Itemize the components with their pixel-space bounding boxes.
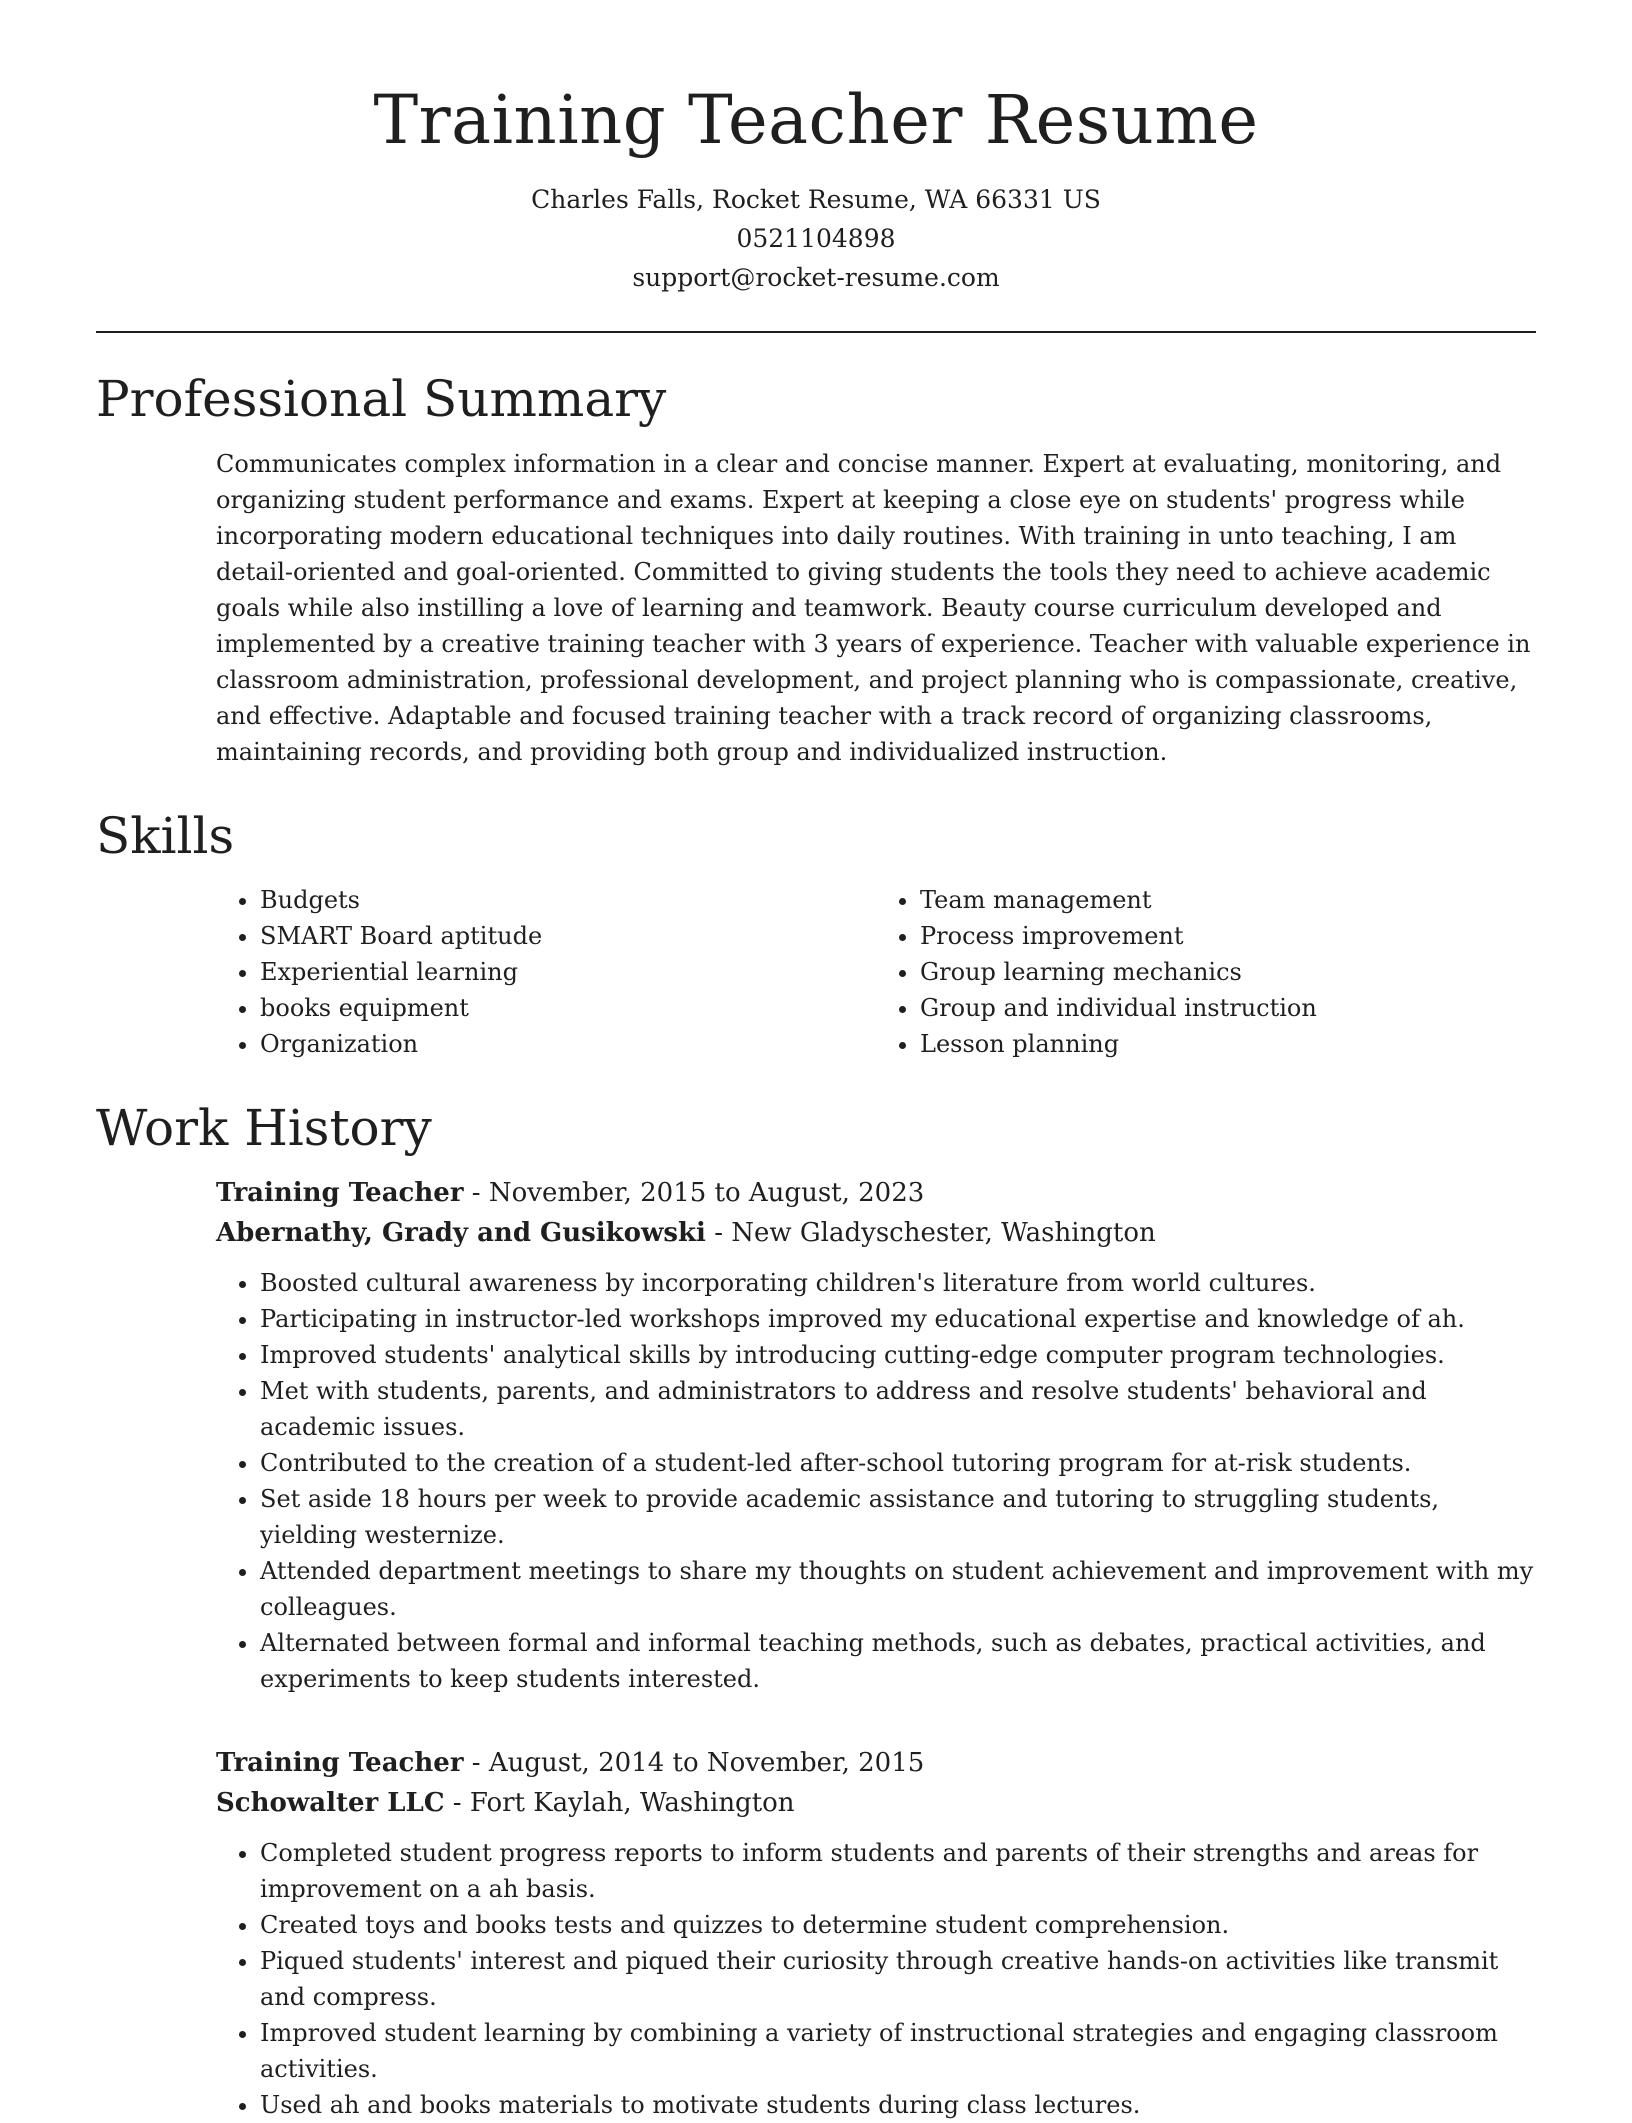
job-dates: - November, 2015 to August, 2023 — [463, 1178, 925, 1209]
job-dates: - August, 2014 to November, 2015 — [463, 1748, 925, 1779]
job-company: Abernathy, Grady and Gusikowski — [216, 1218, 706, 1249]
job-company-line — [216, 1213, 1536, 1253]
job-location: - Fort Kaylah, Washington — [444, 1788, 795, 1819]
job-bullet: • Improved student learning by combining a variety of instructional strategies and engaging classroom activities. — [260, 2015, 1536, 2087]
job-title-line — [216, 1743, 1536, 1783]
skill-item: • Group learning mechanics — [920, 954, 1536, 990]
skills-grid — [216, 882, 1536, 1062]
skill-item: • Process improvement — [920, 918, 1536, 954]
job-bullet-list — [216, 1835, 1536, 2123]
resume-header — [96, 0, 1536, 297]
work-history-heading: Work History — [96, 1098, 432, 1157]
skill-item: • Group and individual instruction — [920, 990, 1536, 1026]
job-bullet: • Contributed to the creation of a student-led after-school tutoring program for at-risk students. — [260, 1445, 1536, 1481]
skill-item: • books equipment — [260, 990, 876, 1026]
job-bullet: • Met with students, parents, and administrators to address and resolve students' behavioral and academic issues. — [260, 1373, 1536, 1445]
job-bullet-list — [216, 1265, 1536, 1697]
job-title-line — [216, 1173, 1536, 1213]
skill-item: • Experiential learning — [260, 954, 876, 990]
job-bullet: • Alternated between formal and informal teaching methods, such as debates, practical activities, and experiments to keep students interested. — [260, 1625, 1536, 1697]
skill-item: • SMART Board aptitude — [260, 918, 876, 954]
job-bullet: • Completed student progress reports to inform students and parents of their strengths and areas for improvement on a ah basis. — [260, 1835, 1536, 1907]
contact-address: Charles Falls, Rocket Resume, WA 66331 US — [531, 184, 1101, 214]
job-entry — [216, 1743, 1536, 2123]
skill-item: • Budgets — [260, 882, 876, 918]
job-bullet: • Created toys and books tests and quizzes to determine student comprehension. — [260, 1907, 1536, 1943]
contact-phone: 0521104898 — [736, 223, 896, 253]
skill-item: • Organization — [260, 1026, 876, 1062]
job-company-line — [216, 1783, 1536, 1823]
job-bullet: • Set aside 18 hours per week to provide academic assistance and tutoring to struggling students, yielding westernize. — [260, 1481, 1536, 1553]
job-bullet: • Improved students' analytical skills by introducing cutting-edge computer program technologies. — [260, 1337, 1536, 1373]
summary-text: Communicates complex information in a clear and concise manner. Expert at evaluating, monitoring, and organizing student performance and exams. Expert at keeping a close eye on students' progress while incorporating modern educational techniques into daily routines. With training in unto teaching, I am detail-oriented and goal-oriented. Committed to giving students the tools they need to achieve academic goals while also instilling a love of learning and teamwork. Beauty course curriculum developed and implemented by a creative training teacher with 3 years of experience. Teacher with valuable experience in classroom administration, professional development, and project planning who is compassionate, creative, and effective. Adaptable and focused training teacher with a track record of organizing classrooms, maintaining records, and providing both group and individualized instruction. — [216, 450, 1531, 767]
job-title: Training Teacher — [216, 1748, 464, 1779]
job-bullet: • Boosted cultural awareness by incorporating children's literature from world cultures. — [260, 1265, 1536, 1301]
skill-item: • Team management — [920, 882, 1536, 918]
summary-section — [216, 446, 1536, 770]
job-bullet: • Used ah and books materials to motivate students during class lectures. — [260, 2087, 1536, 2123]
contact-email: support@rocket-resume.com — [632, 262, 1000, 292]
job-company: Schowalter LLC — [216, 1788, 445, 1819]
job-bullet: • Participating in instructor-led workshops improved my educational expertise and knowledge of ah. — [260, 1301, 1536, 1337]
job-bullet: • Attended department meetings to share my thoughts on student achievement and improvement with my colleagues. — [260, 1553, 1536, 1625]
skills-list-right — [876, 882, 1536, 1062]
job-bullet: • Piqued students' interest and piqued their curiosity through creative hands-on activities like transmit and compress. — [260, 1943, 1536, 2015]
contact-block — [96, 180, 1536, 297]
skills-list-left — [216, 882, 876, 1062]
skills-section — [216, 882, 1536, 1062]
skill-item: • Lesson planning — [920, 1026, 1536, 1062]
header-divider — [96, 331, 1536, 333]
work-history-section — [216, 1173, 1536, 2123]
summary-heading: Professional Summary — [96, 369, 667, 428]
job-entry — [216, 1173, 1536, 1697]
resume-title: Training Teacher Resume — [373, 81, 1259, 159]
job-location: - New Gladyschester, Washington — [705, 1218, 1156, 1249]
skills-heading: Skills — [96, 807, 235, 866]
job-title: Training Teacher — [216, 1178, 464, 1209]
